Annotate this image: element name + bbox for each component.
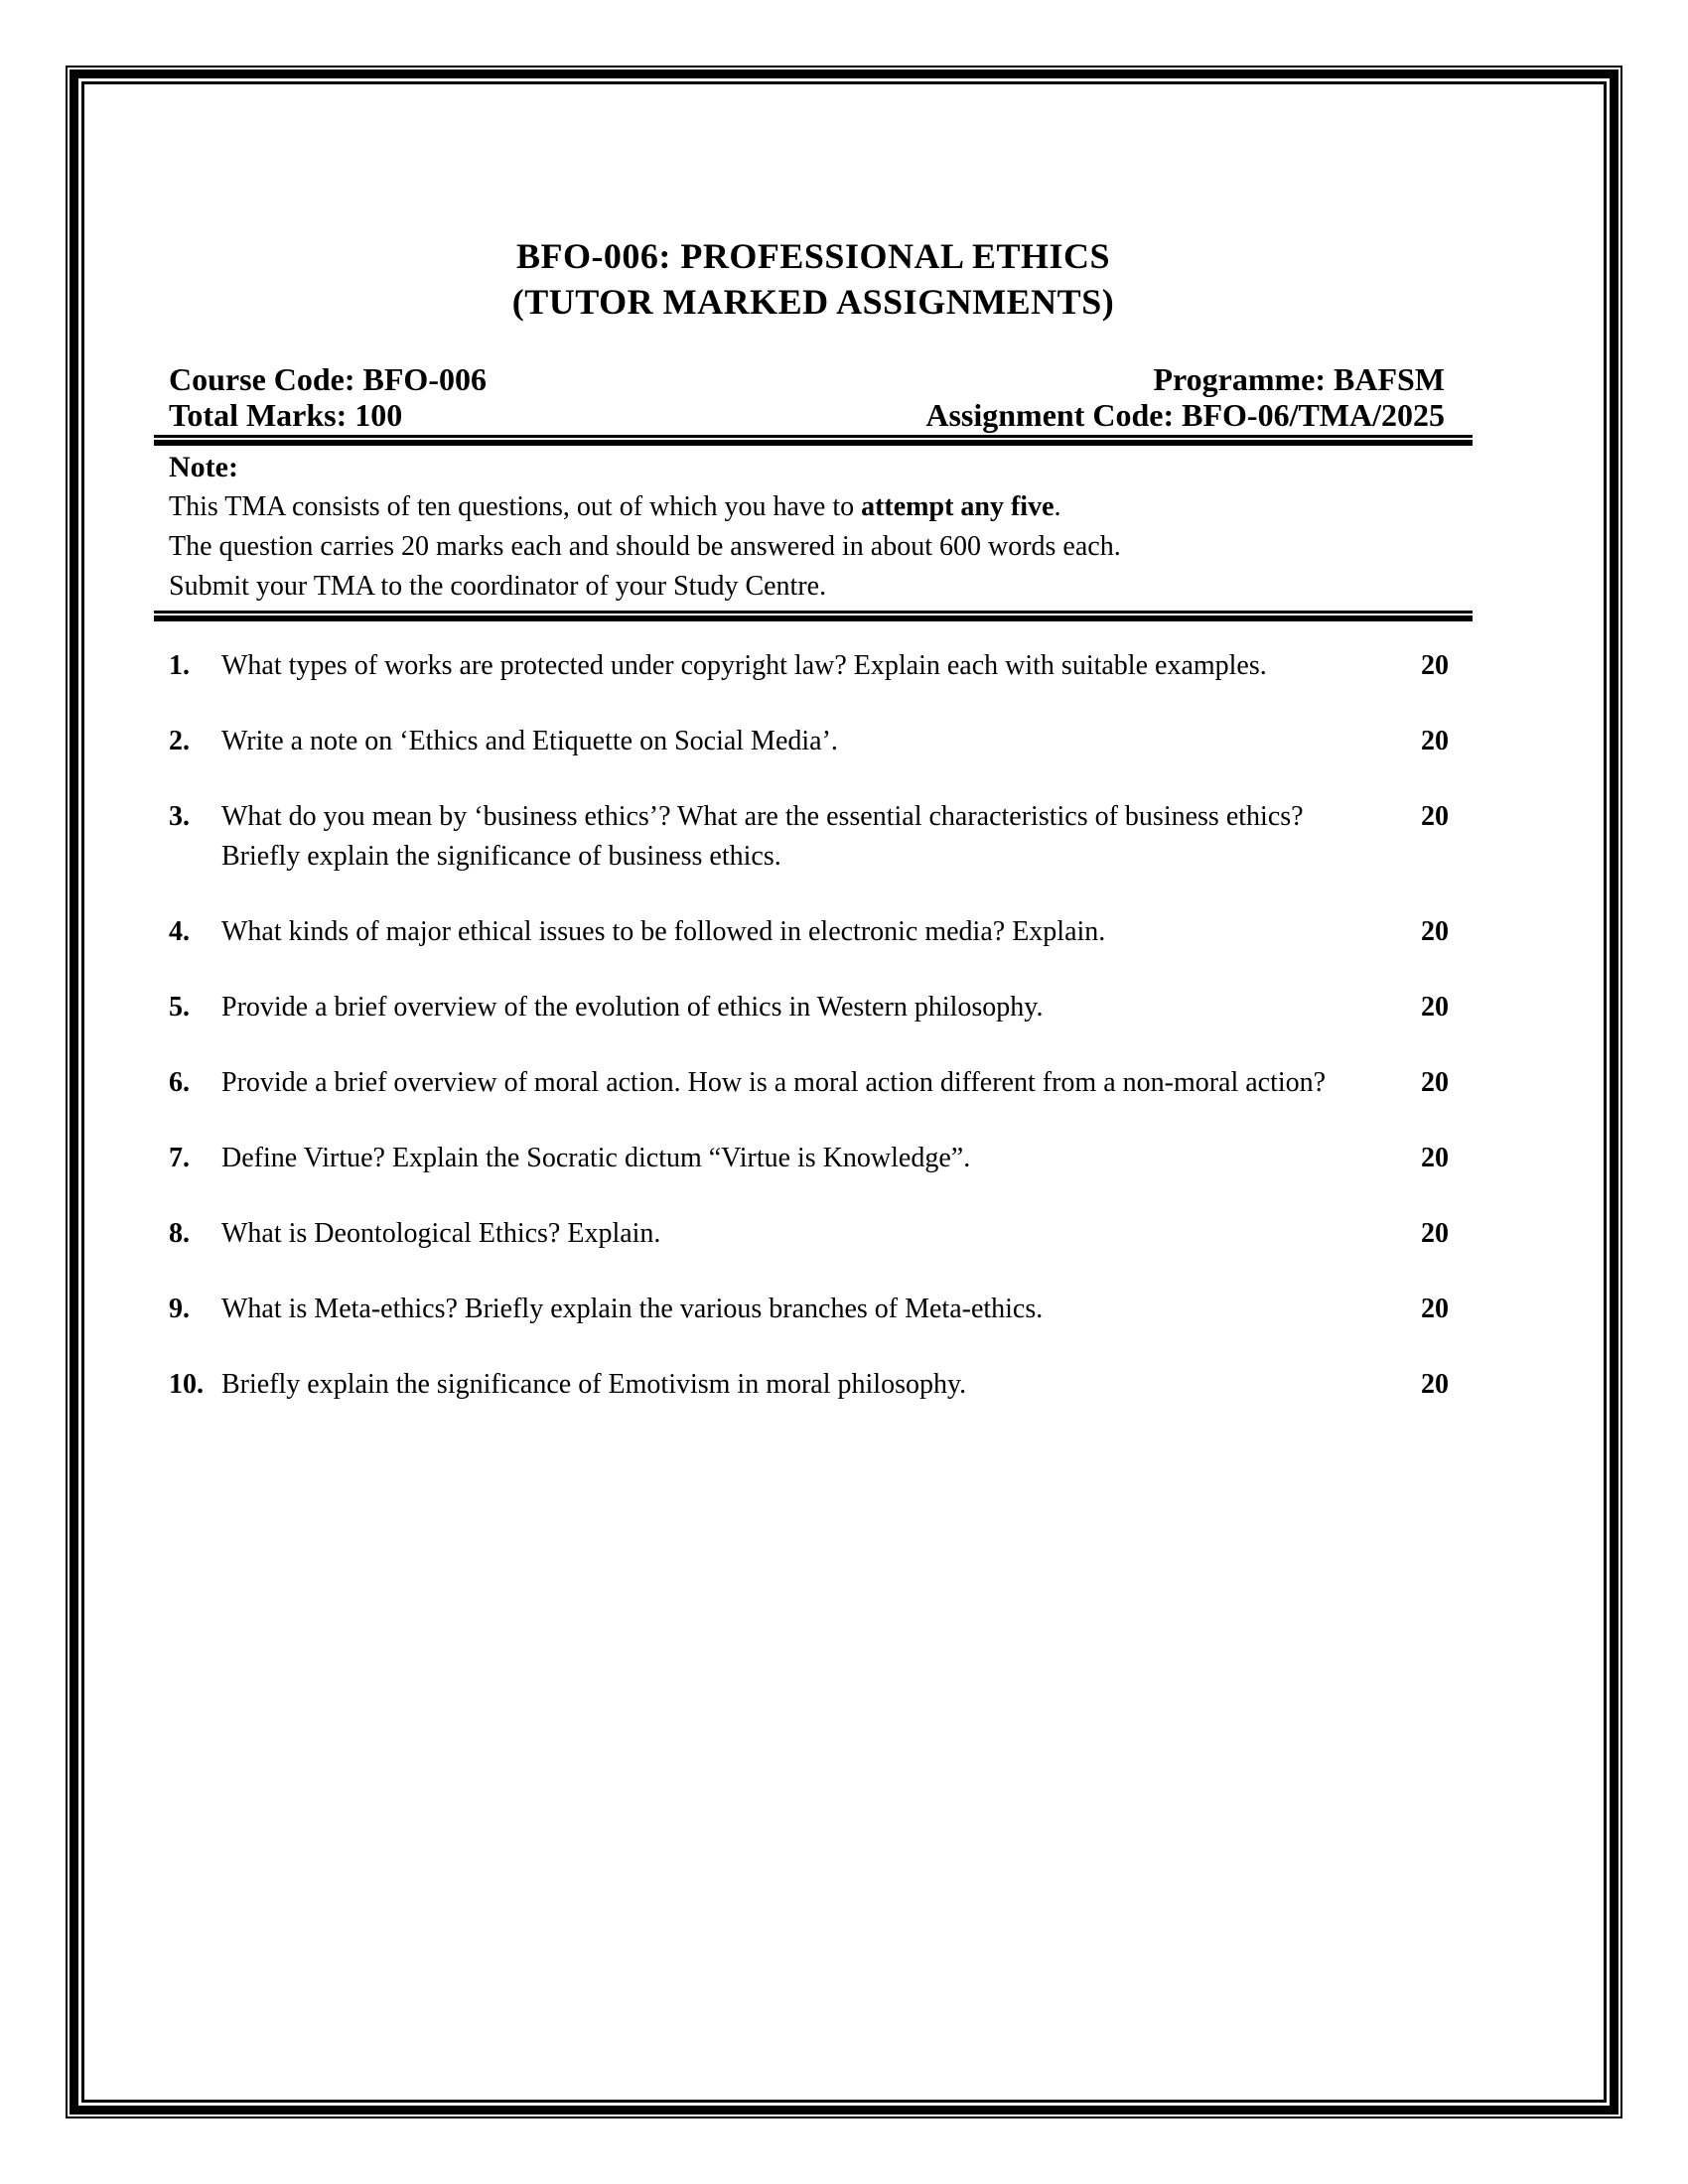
question-number: 3. [169, 801, 190, 832]
question-text: Provide a brief overview of the evolution of ethics in Western philosophy. [221, 992, 1044, 1023]
note-line-1-prefix: This TMA consists of ten questions, out of which you have to [169, 491, 862, 522]
assignment-code: Assignment Code: BFO-06/TMA/2025 [925, 397, 1445, 433]
question-number: 1. [169, 650, 190, 681]
question-text: Provide a brief overview of moral action. How is a moral action different from a non-moral action? [221, 1067, 1327, 1098]
question-row [169, 988, 1473, 1027]
question-marks: 20 [1421, 916, 1449, 947]
document-body [154, 233, 1473, 1405]
note-line-1-suffix: . [1054, 491, 1061, 522]
total-marks: Total Marks: 100 [169, 397, 403, 433]
horizontal-rule-top [154, 435, 1473, 446]
horizontal-rule-bottom [154, 611, 1473, 621]
note-label: Note: [169, 451, 238, 483]
question-number: 2. [169, 726, 190, 756]
question-marks: 20 [1421, 726, 1449, 756]
programme: Programme: BAFSM [1153, 361, 1445, 397]
question-marks: 20 [1421, 1218, 1449, 1249]
question-text: What do you mean by ‘business ethics’? What are the essential characteristics of business ethics? Briefly explain the significance of business ethics. [221, 801, 1304, 872]
question-text: What is Deontological Ethics? Explain. [221, 1218, 661, 1249]
question-row [169, 797, 1473, 877]
question-number: 7. [169, 1143, 190, 1173]
question-text: Write a note on ‘Ethics and Etiquette on Social Media’. [221, 726, 838, 756]
question-marks: 20 [1421, 992, 1449, 1023]
question-row [169, 1290, 1473, 1329]
title-line-2: (TUTOR MARKED ASSIGNMENTS) [511, 282, 1115, 322]
note-line-2: The question carries 20 marks each and should be answered in about 600 words each. [169, 531, 1121, 562]
question-row [169, 1139, 1473, 1178]
question-number: 9. [169, 1294, 190, 1324]
question-text: Briefly explain the significance of Emotivism in moral philosophy. [221, 1369, 967, 1400]
page-border-thick [70, 69, 1618, 2115]
course-code: Course Code: BFO-006 [169, 361, 487, 397]
question-row [169, 1365, 1473, 1405]
question-number: 10. [169, 1369, 204, 1400]
question-text: What is Meta-ethics? Briefly explain the various branches of Meta-ethics. [221, 1294, 1044, 1324]
questions-list [154, 646, 1473, 1405]
question-marks: 20 [1421, 1067, 1449, 1098]
page-border-inner [81, 81, 1607, 2103]
question-marks: 20 [1421, 801, 1449, 832]
question-number: 8. [169, 1218, 190, 1249]
header-row-1 [154, 361, 1473, 397]
question-row [169, 912, 1473, 952]
question-text: What kinds of major ethical issues to be followed in electronic media? Explain. [221, 916, 1106, 947]
note-line-1-bold: attempt any five [861, 491, 1055, 522]
note-section [169, 448, 1473, 607]
document-title [154, 233, 1473, 325]
question-marks: 20 [1421, 1143, 1449, 1173]
header-row-2 [154, 397, 1473, 433]
question-text: Define Virtue? Explain the Socratic dictum “Virtue is Knowledge”. [221, 1143, 971, 1173]
note-line-1 [169, 487, 1473, 527]
page-border-outer [66, 66, 1622, 2118]
question-marks: 20 [1421, 650, 1449, 681]
note-line-3: Submit your TMA to the coordinator of your Study Centre. [169, 571, 827, 602]
question-row [169, 646, 1473, 686]
question-number: 5. [169, 992, 190, 1023]
assignment-header [154, 361, 1473, 433]
question-number: 6. [169, 1067, 190, 1098]
question-row [169, 1063, 1473, 1103]
title-line-1: BFO-006: PROFESSIONAL ETHICS [515, 236, 1111, 276]
question-marks: 20 [1421, 1294, 1449, 1324]
question-text: What types of works are protected under copyright law? Explain each with suitable examples. [221, 650, 1267, 681]
question-row [169, 722, 1473, 761]
question-row [169, 1214, 1473, 1254]
question-number: 4. [169, 916, 190, 947]
question-marks: 20 [1421, 1369, 1449, 1400]
